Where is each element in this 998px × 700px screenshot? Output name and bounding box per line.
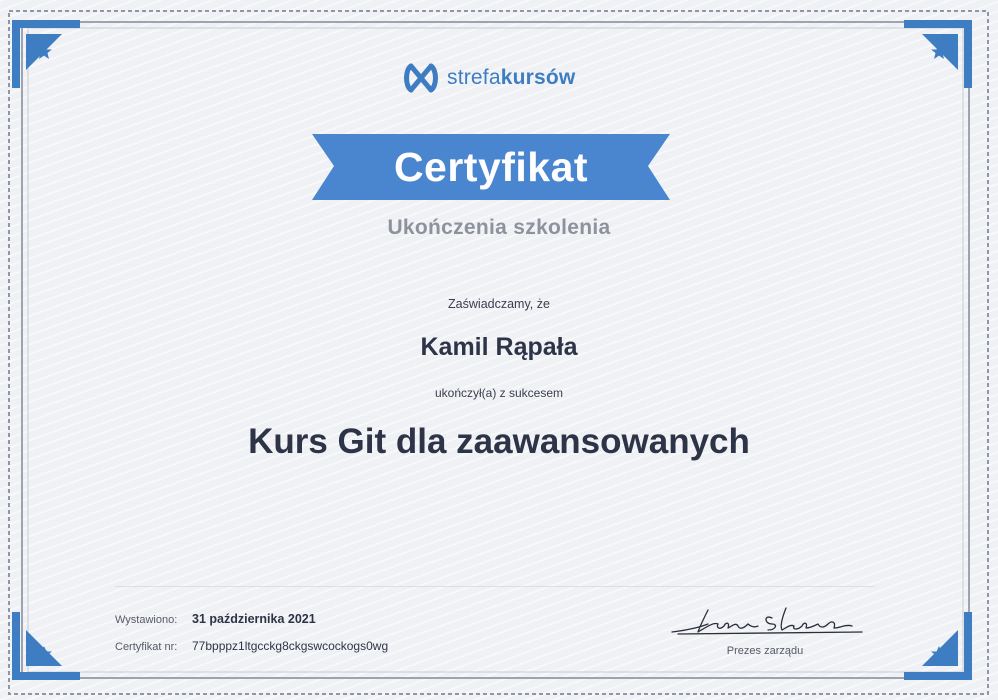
issued-date: 31 października 2021: [192, 612, 316, 626]
certificate-subtitle: Ukończenia szkolenia: [387, 216, 611, 239]
completed-text: ukończył(a) z sukcesem: [434, 386, 564, 400]
brand-logo: [403, 58, 575, 98]
signature-caption: Prezes zarządu: [726, 645, 804, 657]
cert-number-label: Certyfikat nr:: [115, 641, 178, 653]
corner-bottom-right: [904, 612, 972, 680]
brand-name: strefakursów: [447, 66, 576, 89]
recipient-name: Kamil Rąpała: [420, 333, 578, 361]
certificate-title: Certyfikat: [393, 143, 589, 190]
cert-number: 77bpppz1ltgcckg8ckgswcockogs0wg: [192, 639, 389, 653]
signature-image: [668, 600, 873, 640]
strefa-kursow-logo-icon: [403, 60, 439, 96]
footer-divider: [115, 586, 875, 587]
certify-text: Zaświadczamy, że: [448, 297, 550, 311]
course-name: Kurs Git dla zaawansowanych: [248, 422, 750, 461]
issued-label: Wystawiono:: [115, 614, 178, 626]
